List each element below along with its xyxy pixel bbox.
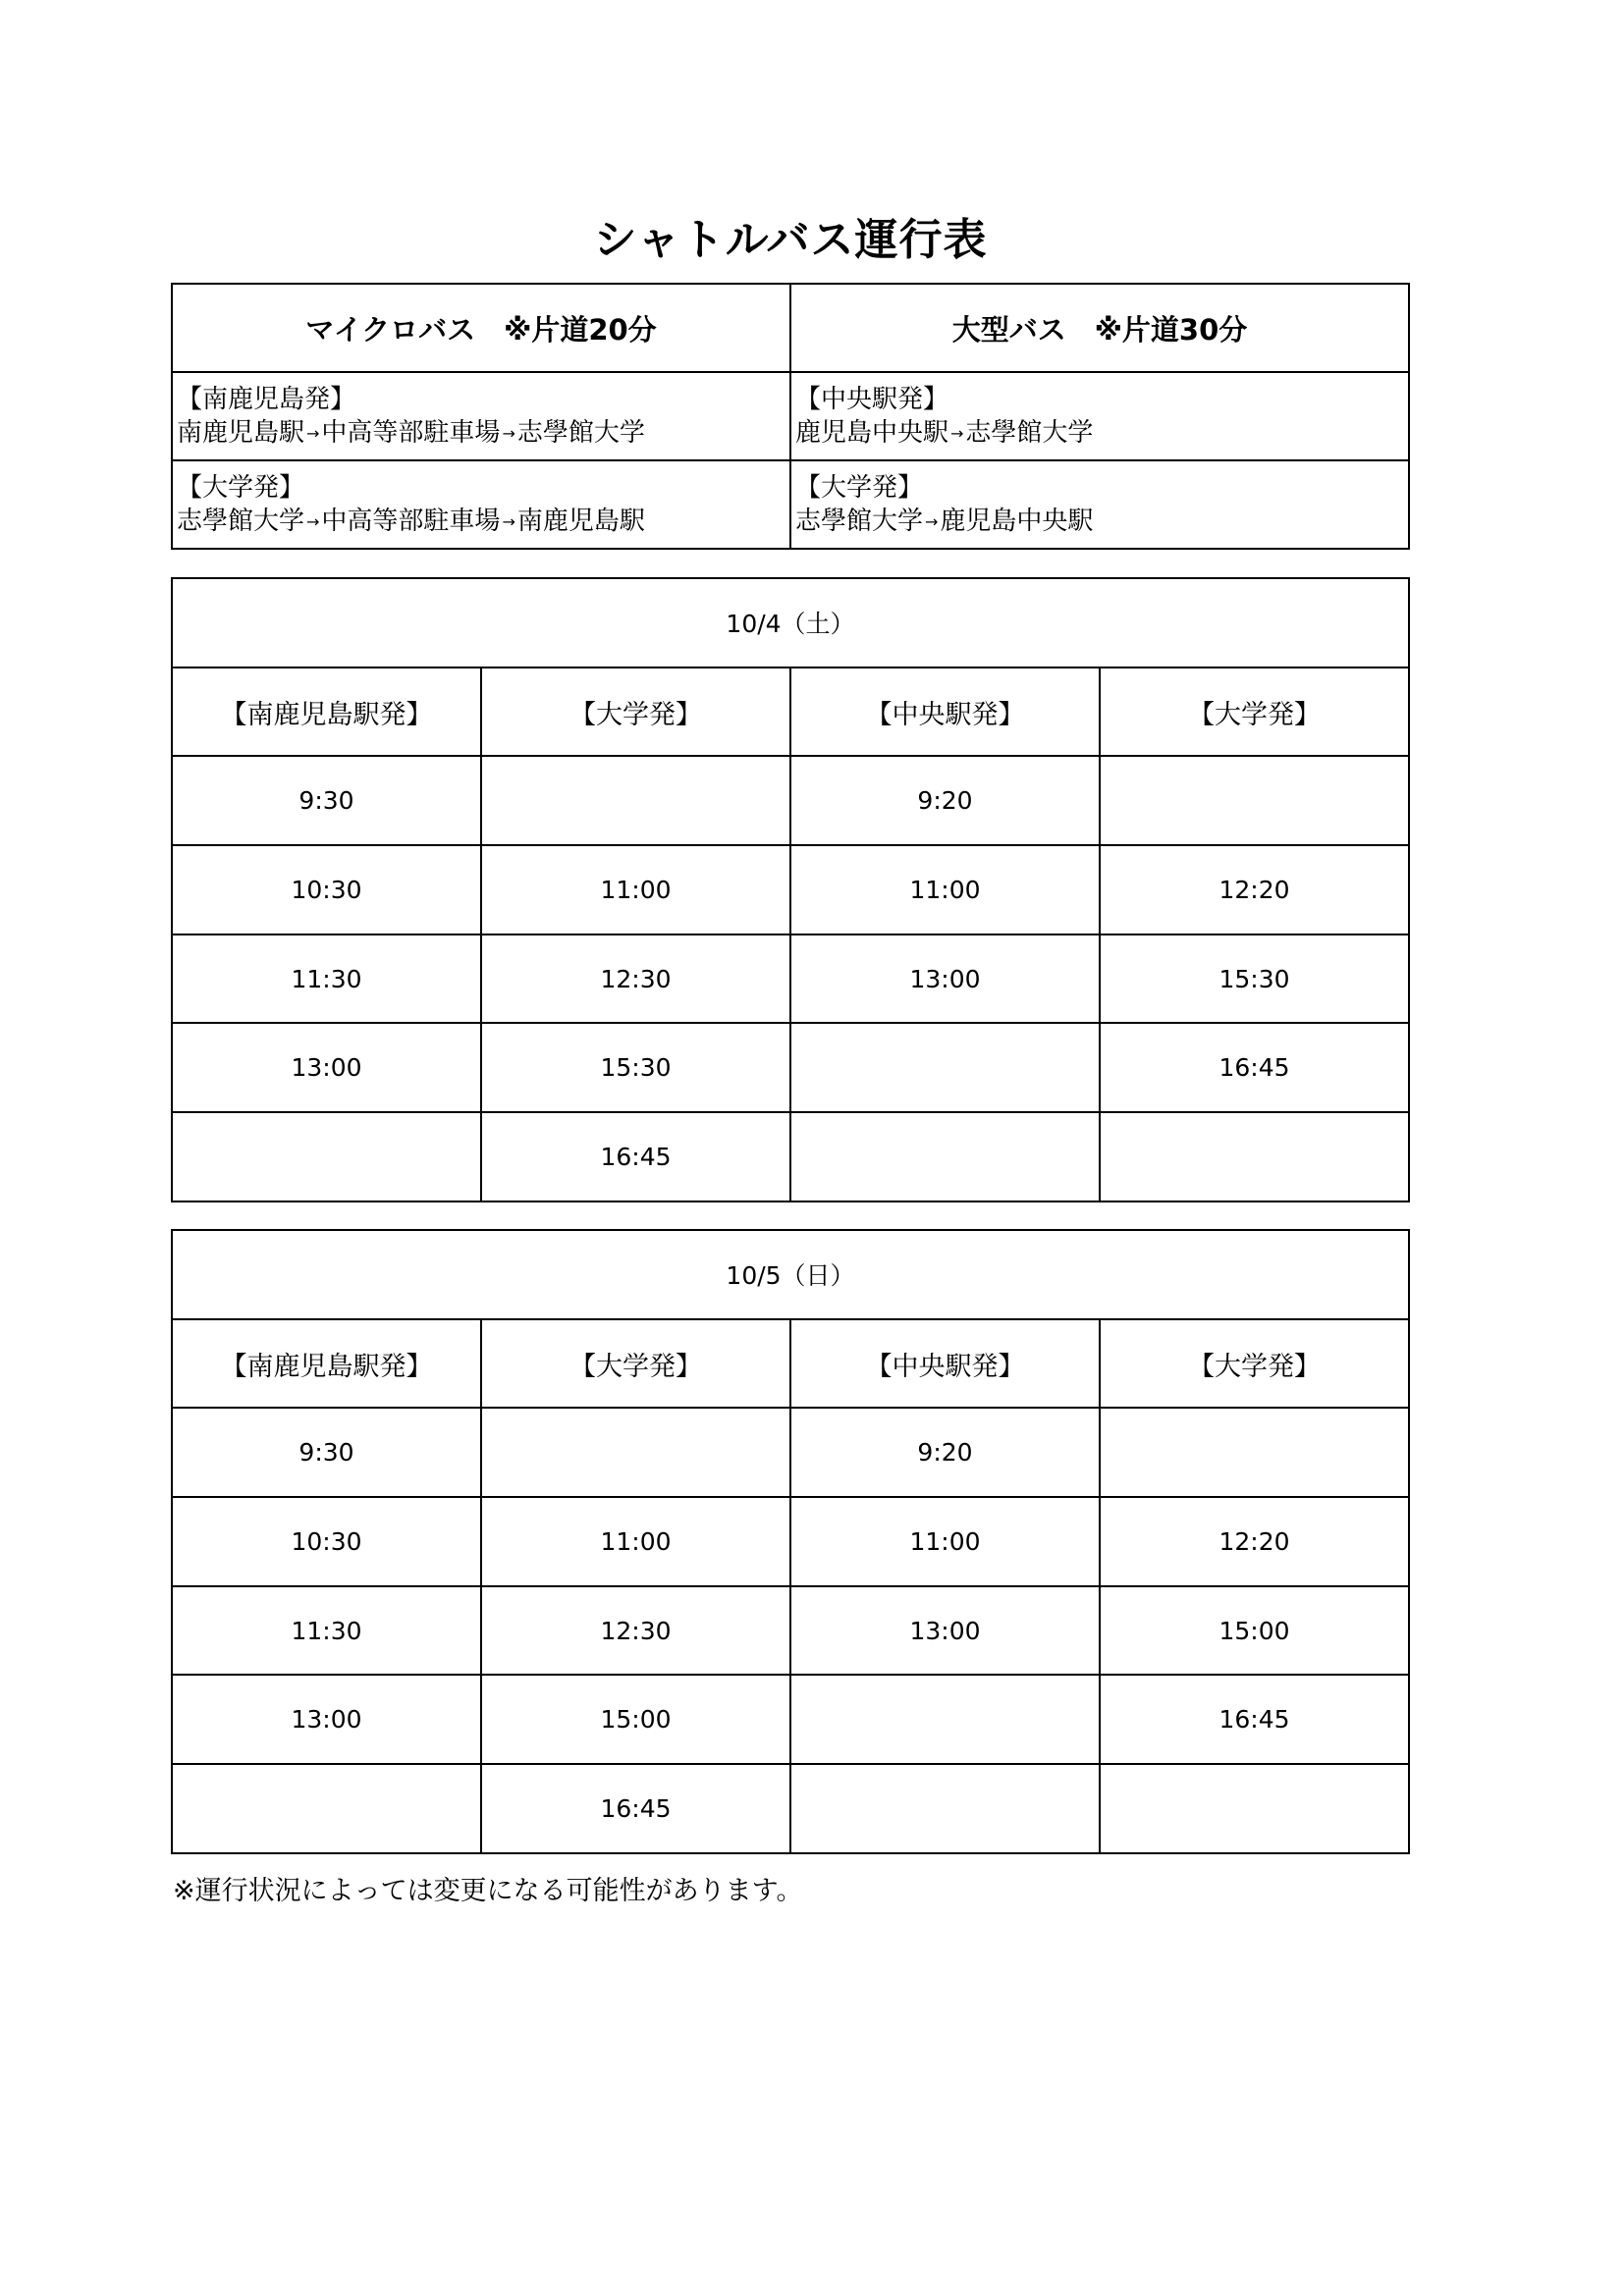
column-header: 【中央駅発】 <box>790 667 1100 757</box>
arrow-right-icon: → <box>306 423 320 443</box>
time-cell: 9:20 <box>790 1408 1100 1497</box>
time-cell: 13:00 <box>172 1023 481 1112</box>
table-row <box>172 1023 1409 1112</box>
time-cell: 9:30 <box>172 756 481 845</box>
route-stop: 南鹿児島駅 <box>177 417 305 448</box>
time-cell: 16:45 <box>481 1764 790 1853</box>
footnote: ※運行状況によっては変更になる可能性があります。 <box>173 1876 803 1906</box>
time-cell: 15:30 <box>481 1023 790 1112</box>
time-cell: 11:00 <box>481 1497 790 1586</box>
column-header: 【南鹿児島駅発】 <box>172 667 481 757</box>
time-cell: 11:00 <box>790 1497 1100 1586</box>
time-cell: 12:30 <box>481 934 790 1024</box>
time-cell <box>172 1112 481 1201</box>
table-row <box>172 845 1409 934</box>
route-stop: 志學館大学 <box>516 417 645 448</box>
table-row <box>172 1675 1409 1764</box>
time-cell <box>790 1112 1100 1201</box>
time-cell: 15:00 <box>1100 1586 1409 1676</box>
route-stop: 南鹿児島駅 <box>516 506 645 536</box>
time-cell: 16:45 <box>1100 1023 1409 1112</box>
time-cell: 11:00 <box>790 845 1100 934</box>
large-from-station-route <box>795 416 1404 451</box>
time-cell <box>481 1408 790 1497</box>
time-cell: 11:30 <box>172 1586 481 1676</box>
time-cell <box>1100 1408 1409 1497</box>
time-cell: 11:00 <box>481 845 790 934</box>
large-bus-header: 大型バス ※片道30分 <box>790 284 1409 372</box>
column-header: 【大学発】 <box>1100 1319 1409 1409</box>
time-cell <box>1100 1112 1409 1201</box>
micro-from-station-cell <box>172 372 790 460</box>
time-cell <box>481 756 790 845</box>
time-cell <box>172 1764 481 1853</box>
table-row <box>172 756 1409 845</box>
time-cell: 13:00 <box>790 1586 1100 1676</box>
arrow-right-icon: → <box>502 423 515 443</box>
micro-from-station-route <box>177 416 785 451</box>
time-cell: 15:00 <box>481 1675 790 1764</box>
micro-from-univ-cell <box>172 460 790 549</box>
micro-from-univ-route <box>177 505 785 539</box>
micro-from-univ-label: 【大学発】 <box>177 472 305 503</box>
column-header: 【大学発】 <box>1100 667 1409 757</box>
column-header: 【南鹿児島駅発】 <box>172 1319 481 1409</box>
table-row <box>172 1586 1409 1676</box>
time-cell: 9:20 <box>790 756 1100 845</box>
column-header: 【大学発】 <box>481 1319 790 1409</box>
time-cell <box>790 1023 1100 1112</box>
schedule-table-oct5 <box>171 1229 1410 1854</box>
time-cell: 10:30 <box>172 1497 481 1586</box>
time-cell: 16:45 <box>1100 1675 1409 1764</box>
schedule-table-oct4 <box>171 577 1410 1202</box>
large-from-station-cell <box>790 372 1409 460</box>
column-header: 【中央駅発】 <box>790 1319 1100 1409</box>
time-cell <box>790 1675 1100 1764</box>
arrow-right-icon: → <box>502 511 515 531</box>
route-stop: 志學館大学 <box>965 417 1094 448</box>
table-row <box>172 1112 1409 1201</box>
micro-from-station-label: 【南鹿児島発】 <box>177 384 356 414</box>
arrow-right-icon: → <box>950 423 964 443</box>
time-cell: 11:30 <box>172 934 481 1024</box>
time-cell: 15:30 <box>1100 934 1409 1024</box>
time-cell: 10:30 <box>172 845 481 934</box>
time-cell: 12:30 <box>481 1586 790 1676</box>
page-title: シャトルバス運行表 <box>593 215 988 265</box>
schedule-date: 10/4（土） <box>172 578 1409 667</box>
time-cell <box>790 1764 1100 1853</box>
time-cell: 16:45 <box>481 1112 790 1201</box>
schedule-date: 10/5（日） <box>172 1230 1409 1319</box>
large-from-univ-cell <box>790 460 1409 549</box>
time-cell <box>1100 756 1409 845</box>
time-cell: 12:20 <box>1100 1497 1409 1586</box>
time-cell: 12:20 <box>1100 845 1409 934</box>
table-row <box>172 934 1409 1024</box>
arrow-right-icon: → <box>925 511 939 531</box>
large-from-station-label: 【中央駅発】 <box>795 384 949 414</box>
time-cell: 9:30 <box>172 1408 481 1497</box>
large-from-univ-route <box>795 505 1404 539</box>
route-stop: 志學館大学 <box>795 506 924 536</box>
route-stop: 鹿児島中央駅 <box>795 417 949 448</box>
large-from-univ-label: 【大学発】 <box>795 472 924 503</box>
table-row <box>172 1408 1409 1497</box>
column-header: 【大学発】 <box>481 667 790 757</box>
time-cell: 13:00 <box>790 934 1100 1024</box>
micro-bus-header: マイクロバス ※片道20分 <box>172 284 790 372</box>
route-stop: 中高等部駐車場 <box>321 506 501 536</box>
time-cell <box>1100 1764 1409 1853</box>
time-cell: 13:00 <box>172 1675 481 1764</box>
route-stop: 鹿児島中央駅 <box>940 506 1094 536</box>
route-stop: 志學館大学 <box>177 506 305 536</box>
table-row <box>172 1764 1409 1853</box>
route-table <box>171 283 1410 550</box>
route-stop: 中高等部駐車場 <box>321 417 501 448</box>
arrow-right-icon: → <box>306 511 320 531</box>
table-row <box>172 1497 1409 1586</box>
